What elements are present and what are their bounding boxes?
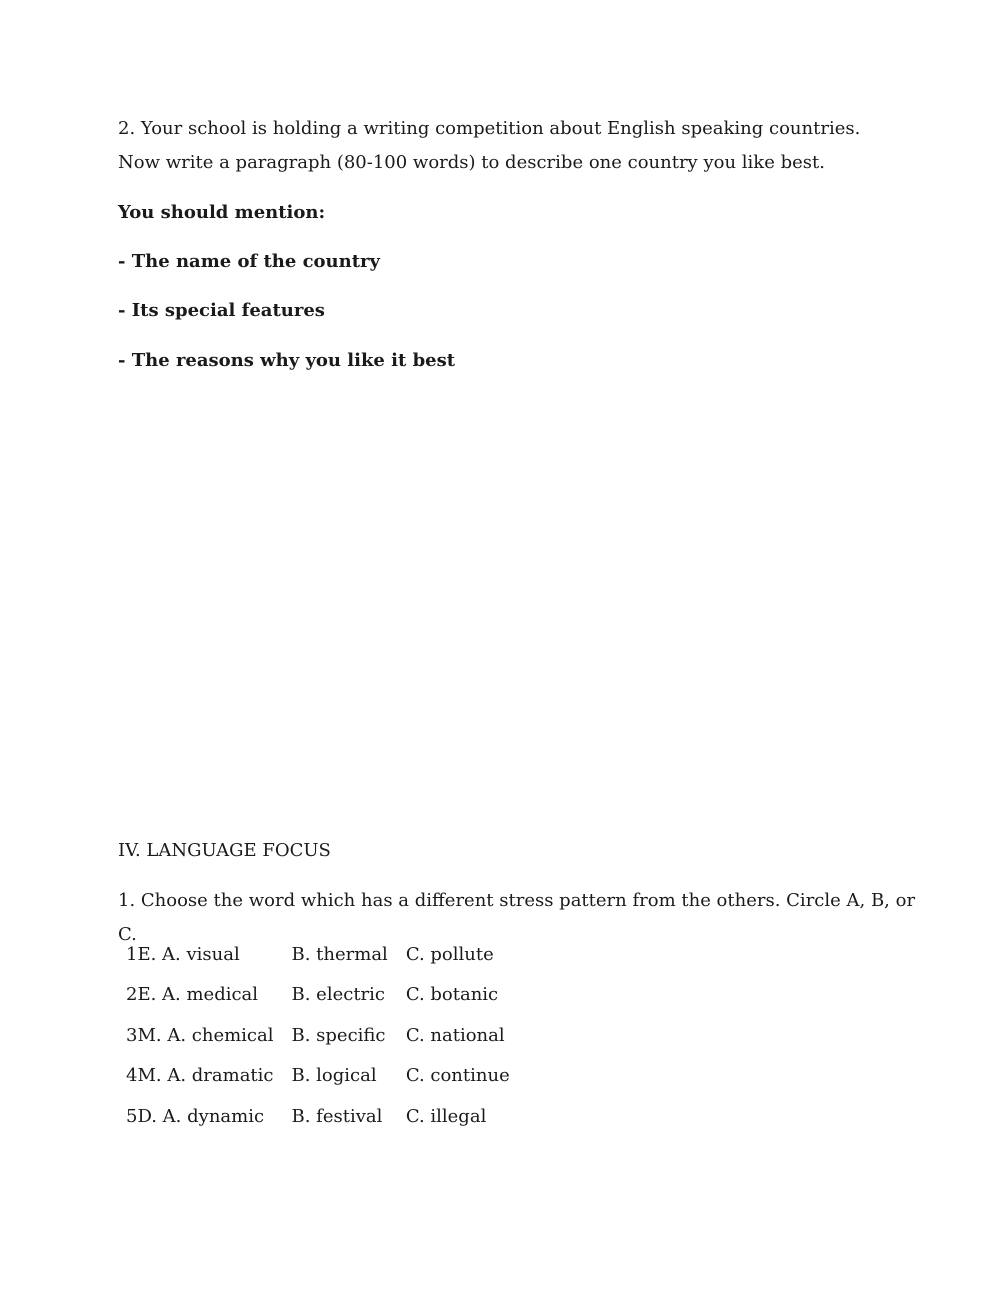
question-row bbox=[126, 934, 528, 975]
section-title: IV. LANGUAGE FOCUS bbox=[118, 840, 331, 861]
stress-question: 1. Choose the word which has a different stress pattern from the others. Circle A, B, or C. bbox=[118, 890, 916, 945]
writing-task-instructions: 2. Your school is holding a writing competition about English speaking countries. Now write a paragraph (80-100 words) to describe one country you like best. bbox=[118, 118, 861, 173]
bullet-reasons: - The reasons why you like it best bbox=[118, 350, 456, 371]
question-row bbox=[126, 1056, 528, 1097]
option-c[interactable]: C. illegal bbox=[405, 1105, 487, 1127]
mention-heading: You should mention: bbox=[118, 202, 326, 223]
option-a[interactable]: 1E. A. visual bbox=[126, 943, 240, 965]
option-c[interactable]: C. national bbox=[405, 1024, 505, 1046]
option-b[interactable]: B. specific bbox=[291, 1024, 386, 1046]
option-a[interactable]: 3M. A. chemical bbox=[126, 1024, 274, 1046]
bullet-country-name: - The name of the country bbox=[118, 251, 380, 272]
question-row bbox=[126, 975, 528, 1016]
option-c[interactable]: C. continue bbox=[405, 1065, 510, 1087]
answer-options-table bbox=[126, 934, 528, 1137]
option-b[interactable]: B. thermal bbox=[291, 943, 388, 965]
question-row bbox=[126, 1096, 528, 1137]
option-b[interactable]: B. electric bbox=[291, 984, 385, 1006]
option-a[interactable]: 2E. A. medical bbox=[126, 984, 259, 1006]
option-c[interactable]: C. botanic bbox=[405, 984, 499, 1006]
option-b[interactable]: B. festival bbox=[291, 1105, 383, 1127]
option-b[interactable]: B. logical bbox=[291, 1065, 377, 1087]
option-c[interactable]: C. pollute bbox=[405, 943, 494, 965]
option-a[interactable]: 5D. A. dynamic bbox=[126, 1105, 265, 1127]
bullet-special-features: - Its special features bbox=[118, 300, 325, 321]
option-a[interactable]: 4M. A. dramatic bbox=[126, 1065, 274, 1087]
question-row bbox=[126, 1015, 528, 1056]
